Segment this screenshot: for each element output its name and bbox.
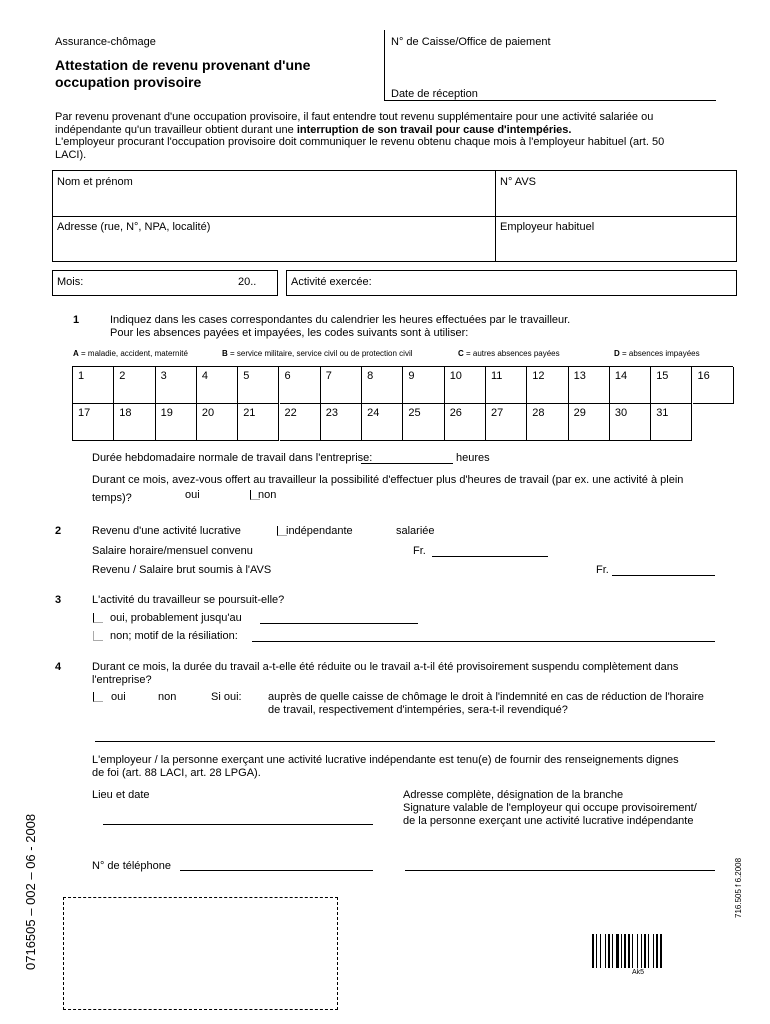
stamp-area[interactable] [63, 897, 338, 1010]
continue-yes-checkbox[interactable] [93, 613, 103, 623]
calendar-day-cell[interactable]: 27 [486, 404, 527, 441]
activity-field[interactable] [286, 270, 737, 296]
calendar-day-cell[interactable]: 7 [321, 367, 362, 404]
calendar-day-cell[interactable]: 13 [569, 367, 610, 404]
calendar-day-cell[interactable]: 1 [73, 367, 114, 404]
employer-field[interactable]: Employeur habituel [500, 221, 595, 233]
offer-question: Durant ce mois, avez-vous offert au travailleur la possibilité d'effectuer plus d'heures de travail (par ex. une activité à plein temps)? [92, 474, 684, 504]
gross-revenue-label: Revenu / Salaire brut soumis à l'AVS [92, 564, 272, 576]
caisse-box[interactable] [384, 30, 716, 101]
continue-until-input[interactable] [260, 623, 418, 624]
calendar-day-cell[interactable]: 26 [445, 404, 486, 441]
salaried-label: salariée [396, 525, 435, 537]
calendar-day-cell[interactable]: 25 [403, 404, 444, 441]
reduction-yes-label: oui [111, 691, 126, 703]
calendar-day-cell[interactable]: 22 [280, 404, 321, 441]
intro-text [55, 111, 735, 161]
continue-no-label: non; motif de la résiliation: [110, 630, 238, 642]
if-yes-label: Si oui: [211, 691, 242, 703]
hourly-wage-input[interactable] [432, 556, 548, 557]
form-title-line2: occupation provisoire [55, 74, 202, 90]
section3-number: 3 [55, 594, 62, 606]
calendar-day-cell[interactable]: 19 [156, 404, 197, 441]
code-c: C = autres absences payées [458, 349, 560, 358]
calendar-day-cell[interactable]: 10 [445, 367, 486, 404]
revenue-label: Revenu d'une activité lucrative [92, 525, 241, 537]
calendar-day-cell[interactable]: 15 [651, 367, 692, 404]
place-date-input[interactable] [103, 824, 373, 825]
calendar-day-cell[interactable]: 28 [527, 404, 568, 441]
intro-p2-line1: L'employeur procurant l'occupation provisoire doit communiquer le revenu obtenu chaque mois à l'employeur habituel (art. 50 [55, 136, 665, 148]
calendar-day-cell[interactable]: 2 [114, 367, 155, 404]
activity-label: Activité exercée: [291, 276, 372, 288]
calendar-day-cell[interactable]: 29 [569, 404, 610, 441]
signature-label: Adresse complète, désignation de la branche Signature valable de l'employeur qui occupe provisoirement/ de la personne exerçant une activité lucrative indépendante [403, 789, 697, 827]
section3-question: L'activité du travailleur se poursuit-elle? [92, 594, 285, 606]
offer-no-label: non [258, 489, 277, 501]
termination-reason-input[interactable] [252, 641, 715, 642]
calendar-day-cell[interactable]: 24 [362, 404, 403, 441]
phone-label: N° de téléphone [92, 860, 172, 872]
obligation-text: L'employeur / la personne exerçant une activité lucrative indépendante est tenu(e) de fournir des renseignements dignes de foi (art. 88 LACI, art. 28 LPGA). [92, 754, 679, 779]
year-label: 20.. [238, 276, 257, 288]
hourly-wage-label: Salaire horaire/mensuel convenu [92, 545, 253, 557]
month-label: Mois: [57, 276, 84, 288]
calendar-day-cell[interactable]: 30 [610, 404, 651, 441]
code-d: D = absences impayées [614, 349, 700, 358]
continue-no-checkbox[interactable] [93, 631, 103, 641]
side-code-right: 716.505 f 6.2008 [734, 857, 743, 918]
section1-number: 1 [73, 314, 80, 326]
gross-currency: Fr. [596, 564, 609, 576]
intro-p1-line2: indépendante qu'un travailleur obtient durant une interruption de son travail pour cause d'intempéries. [55, 123, 572, 136]
calendar-day-cell[interactable]: 18 [114, 404, 155, 441]
section4-question: Durant ce mois, la durée du travail a-t-elle été réduite ou le travail a-t-il été provisoirement suspendu complètement dans l'entreprise? [92, 661, 679, 686]
avs-field[interactable]: N° AVS [500, 176, 536, 188]
caisse-label: N° de Caisse/Office de paiement [391, 36, 551, 48]
signature-input[interactable] [405, 870, 715, 871]
calendar-day-cell[interactable]: 23 [321, 404, 362, 441]
calendar-day-cell[interactable]: 12 [527, 367, 568, 404]
reduction-no-label: non [158, 691, 177, 703]
section4-number: 4 [55, 661, 62, 673]
reduction-yes-checkbox[interactable] [93, 692, 103, 702]
calendar-day-cell[interactable]: 5 [238, 367, 279, 404]
calendar-day-cell[interactable]: 20 [197, 404, 238, 441]
weekly-hours-label: heures [456, 452, 490, 464]
weekly-duration-label: Durée hebdomadaire normale de travail dans l'entreprise: [92, 452, 373, 464]
month-field[interactable] [52, 270, 278, 296]
phone-input[interactable] [180, 870, 373, 871]
code-b: B = service militaire, service civil ou de protection civil [222, 349, 413, 358]
calendar-empty [693, 404, 734, 441]
calendar-day-cell[interactable]: 31 [651, 404, 692, 441]
identity-box [52, 170, 737, 262]
side-code-left: 0716505 – 002 – 06 - 2008 [23, 813, 38, 970]
barcode-caption: Ak5 [632, 969, 645, 976]
address-field[interactable]: Adresse (rue, N°, NPA, localité) [57, 221, 211, 233]
intro-p1-line1: Par revenu provenant d'une occupation provisoire, il faut entendre tout revenu supplémentaire pour une activité salariée ou [55, 111, 654, 123]
continue-yes-label: oui, probablement jusqu'au [110, 612, 242, 624]
calendar-day-cell[interactable]: 6 [280, 367, 321, 404]
form-category: Assurance-chômage [55, 36, 156, 48]
form-title [55, 57, 310, 91]
hourly-currency: Fr. [413, 545, 426, 557]
calendar-day-cell[interactable]: 14 [610, 367, 651, 404]
calendar-day-cell[interactable]: 8 [362, 367, 403, 404]
name-field[interactable]: Nom et prénom [57, 176, 133, 188]
offer-yes-label: oui [185, 489, 200, 501]
calendar-day-cell[interactable]: 17 [73, 404, 114, 441]
barcode-icon [592, 934, 687, 968]
section1-instructions: Indiquez dans les cases correspondantes du calendrier les heures effectuées par le travailleur. Pour les absences payées et impayées, les codes suivants sont à utiliser: [110, 314, 571, 339]
independent-label: indépendante [286, 525, 353, 537]
form-title-line1: Attestation de revenu provenant d'une [55, 57, 311, 73]
reception-label: Date de réception [391, 88, 478, 100]
section4-detail: auprès de quelle caisse de chômage le droit à l'indemnité en cas de réduction de l'horaire de travail, respectivement d'intempéries, sera-t-il revendiqué? [268, 691, 704, 716]
calendar-day-cell[interactable]: 21 [238, 404, 279, 441]
code-a: A = maladie, accident, maternité [73, 349, 188, 358]
calendar-day-cell[interactable]: 16 [693, 367, 734, 404]
calendar-day-cell[interactable]: 4 [197, 367, 238, 404]
calendar-grid [72, 366, 733, 441]
weekly-duration-input[interactable] [361, 463, 453, 464]
section2-number: 2 [55, 525, 62, 537]
intro-p2-line2: LACI). [55, 148, 87, 161]
unemployment-fund-input[interactable] [95, 741, 715, 742]
gross-revenue-input[interactable] [612, 575, 715, 576]
calendar-day-cell[interactable]: 11 [486, 367, 527, 404]
place-date-label: Lieu et date [92, 789, 150, 801]
calendar-day-cell[interactable]: 3 [156, 367, 197, 404]
calendar-day-cell[interactable]: 9 [403, 367, 444, 404]
